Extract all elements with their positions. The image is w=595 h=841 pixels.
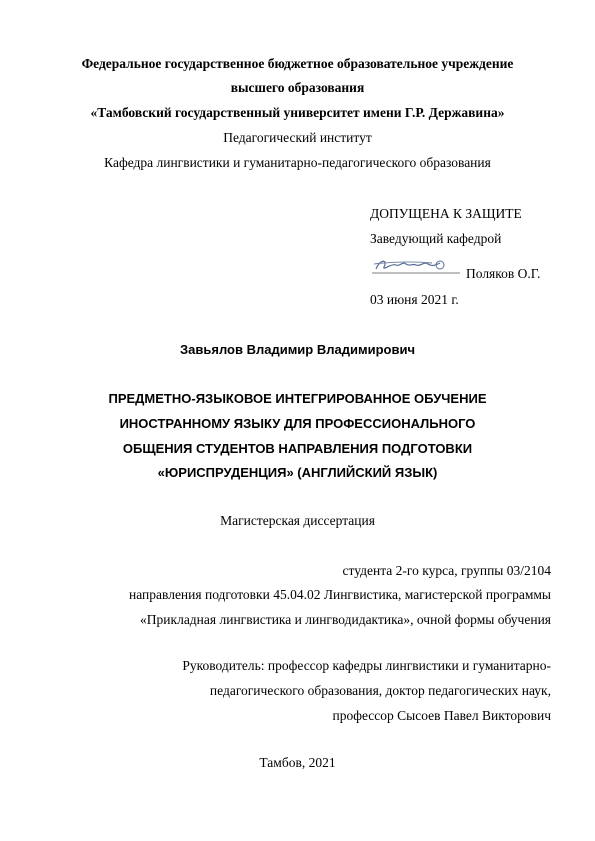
thesis-title-line-4: «ЮРИСПРУДЕНЦИЯ» (АНГЛИЙСКИЙ ЯЗЫК) xyxy=(157,465,438,480)
thesis-title-line-3: ОБЩЕНИЯ СТУДЕНТОВ НАПРАВЛЕНИЯ ПОДГОТОВКИ xyxy=(122,441,473,456)
thesis-title-line-1: ПРЕДМЕТНО-ЯЗЫКОВОЕ ИНТЕГРИРОВАННОЕ ОБУЧЕНИЕ xyxy=(108,391,487,406)
approval-role: Заведующий кафедрой xyxy=(370,231,502,246)
signature-image xyxy=(370,255,462,277)
approval-title: ДОПУЩЕНА К ЗАЩИТЕ xyxy=(370,206,522,221)
approval-name: Поляков О.Г. xyxy=(466,266,541,281)
department-name: Кафедра лингвистики и гуманитарно-педагогического образования xyxy=(104,155,491,170)
supervisor-line-3: профессор Сысоев Павел Викторович xyxy=(332,708,551,723)
work-type: Магистерская диссертация xyxy=(220,513,375,528)
thesis-title-line-2: ИНОСТРАННОМУ ЯЗЫКУ ДЛЯ ПРОФЕССИОНАЛЬНОГО xyxy=(119,416,476,431)
institution-line-1: Федеральное государственное бюджетное образовательное учреждение xyxy=(81,56,514,71)
student-info-line-3: «Прикладная лингвистика и лингводидактика», очной формы обучения xyxy=(140,612,551,627)
city-year: Тамбов, 2021 xyxy=(259,755,336,770)
university-name: «Тамбовский государственный университет имени Г.Р. Державина» xyxy=(90,105,505,120)
author-name: Завьялов Владимир Владимирович xyxy=(180,342,415,357)
supervisor-line-2: педагогического образования, доктор педагогических наук, xyxy=(209,683,551,698)
institute-name: Педагогический институт xyxy=(223,130,372,145)
approval-date: 03 июня 2021 г. xyxy=(370,292,459,307)
student-info-line-1: студента 2-го курса, группы 03/2104 xyxy=(342,563,551,578)
supervisor-line-1: Руководитель: профессор кафедры лингвистики и гуманитарно- xyxy=(182,658,551,673)
student-info-line-2: направления подготовки 45.04.02 Лингвистика, магистерской программы xyxy=(129,587,551,602)
institution-line-2: высшего образования xyxy=(230,80,365,95)
